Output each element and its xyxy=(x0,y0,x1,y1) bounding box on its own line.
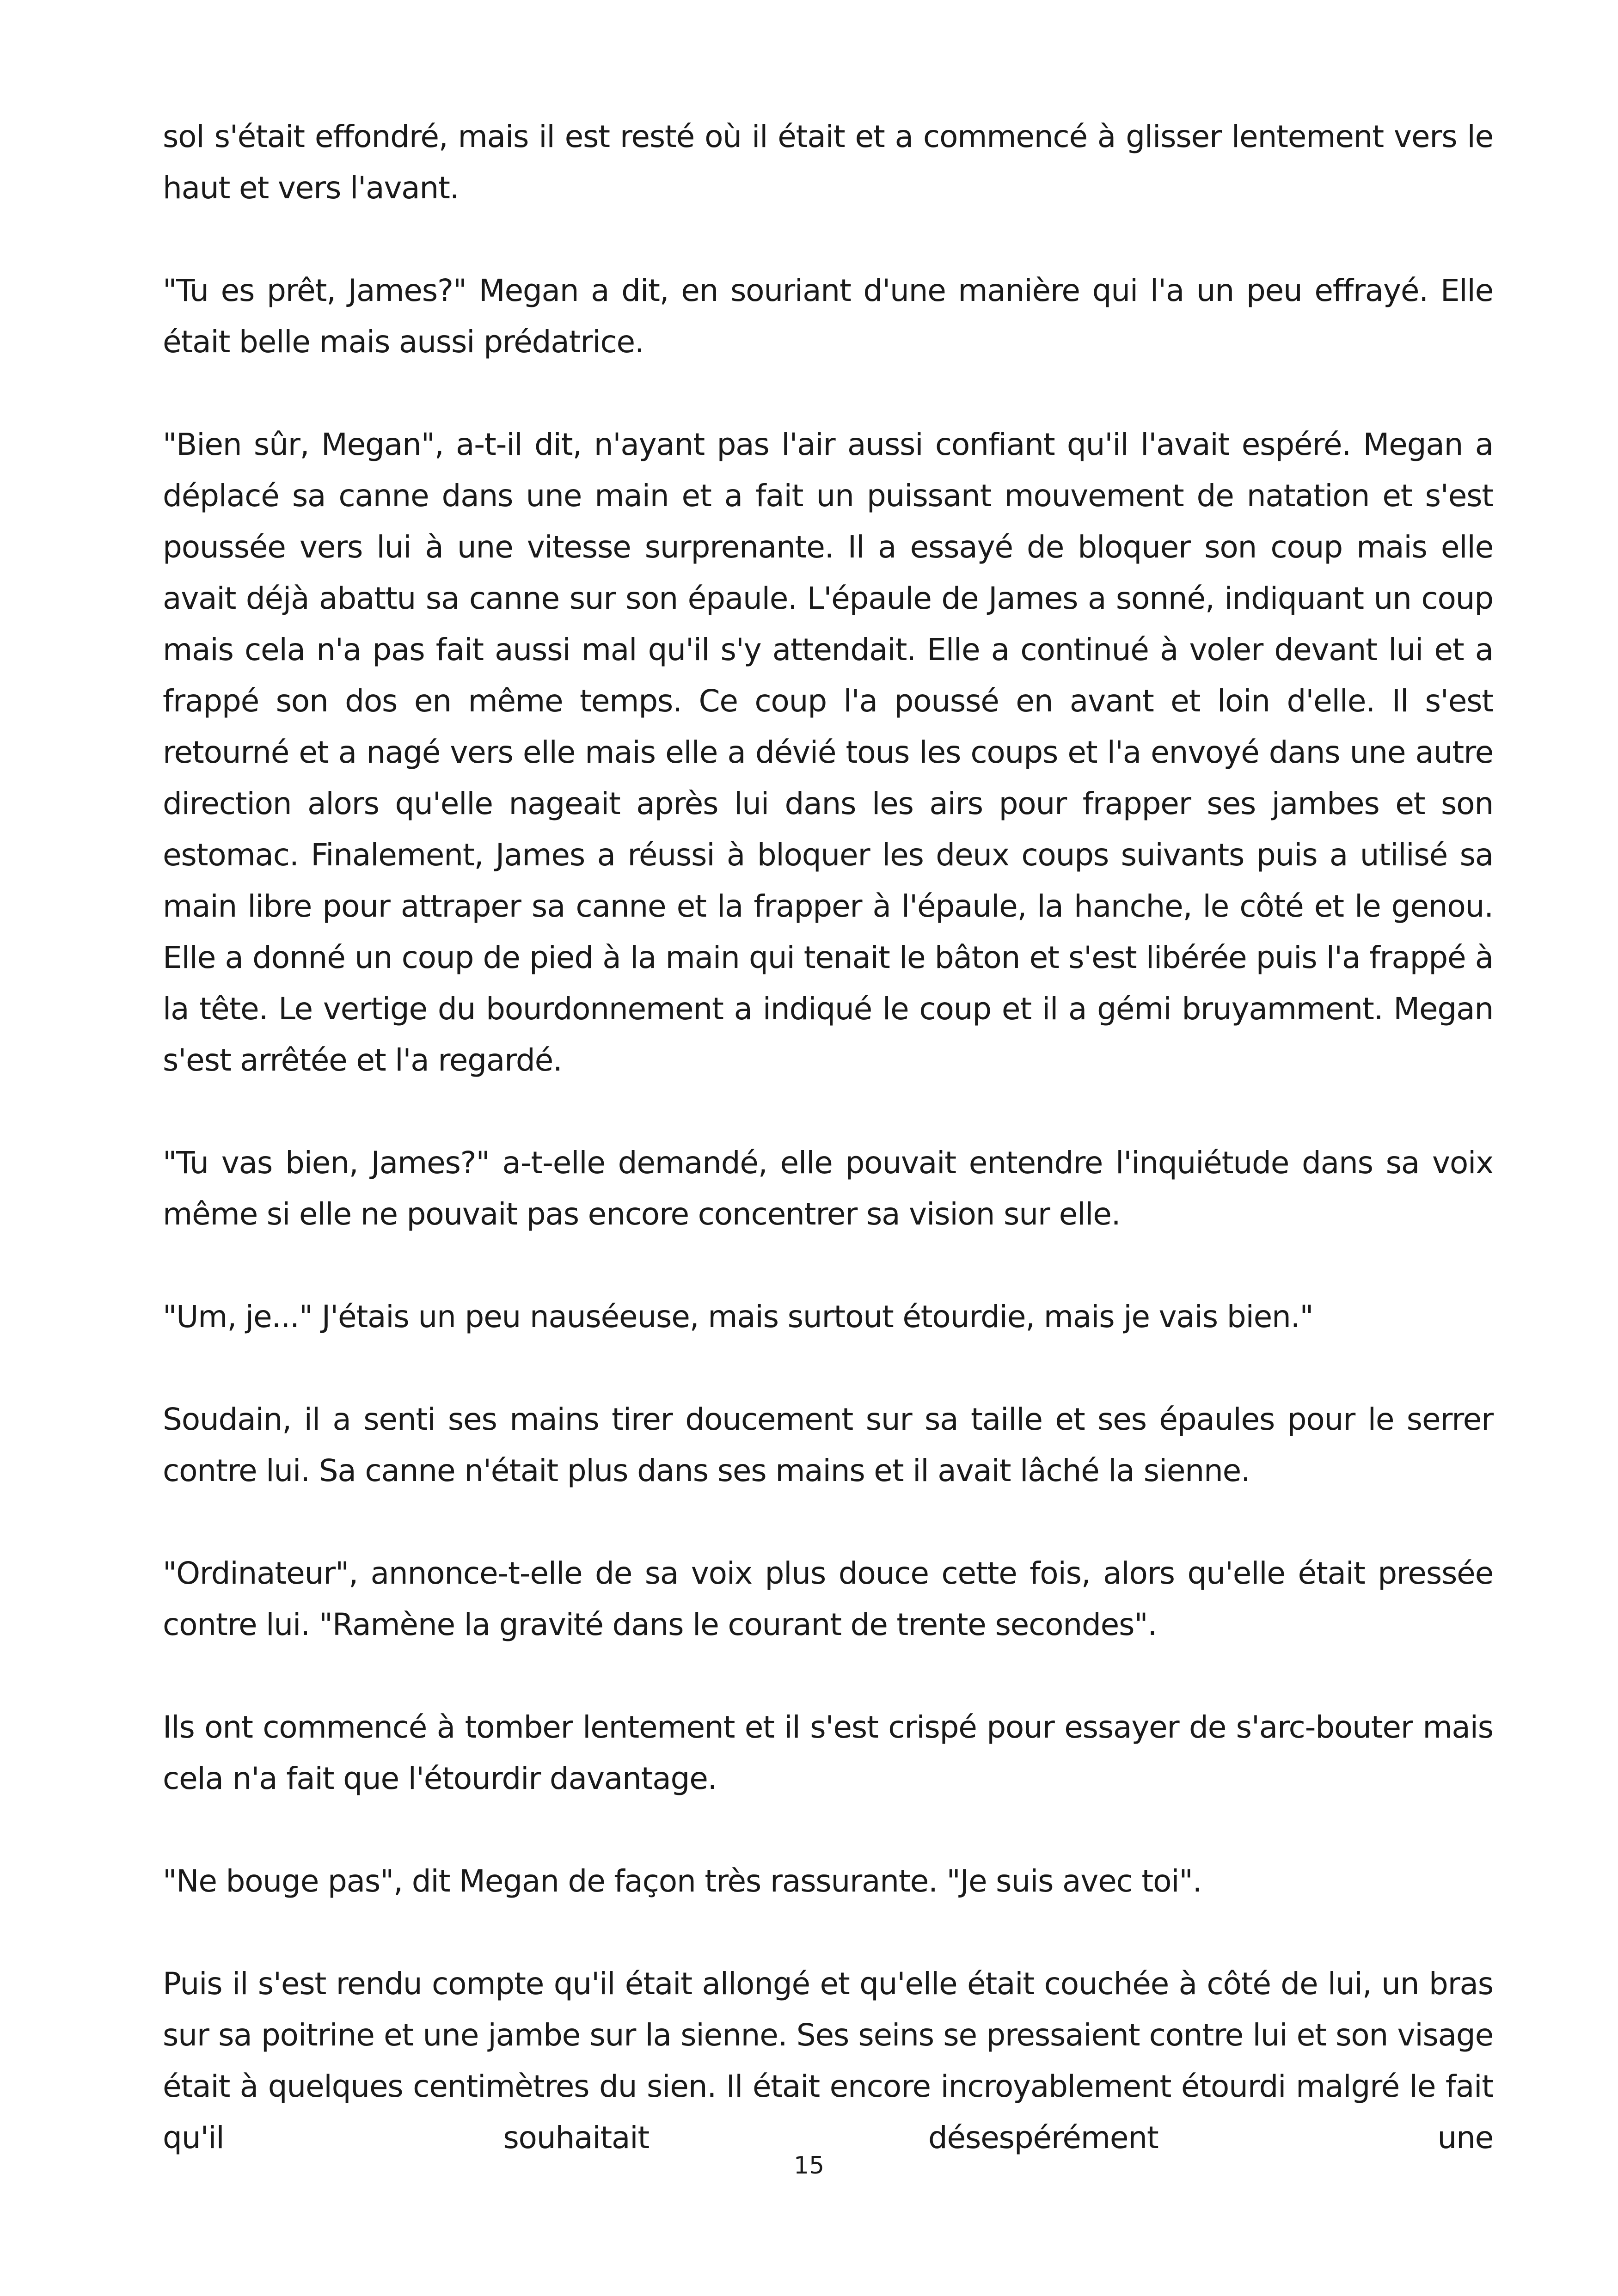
page-number: 15 xyxy=(793,2152,825,2180)
body-text xyxy=(163,111,1493,2163)
paragraph: "Tu es prêt, James?" Megan a dit, en souriant d'une manière qui l'a un peu effrayé. Elle était belle mais aussi prédatrice. xyxy=(163,273,1493,360)
paragraph: "Ordinateur", annonce-t-elle de sa voix plus douce cette fois, alors qu'elle était pressée contre lui. "Ramène la gravité dans le courant de trente secondes". xyxy=(163,1555,1493,1642)
paragraph: "Ne bouge pas", dit Megan de façon très rassurante. "Je suis avec toi". xyxy=(163,1863,1202,1899)
paragraph: "Tu vas bien, James?" a-t-elle demandé, elle pouvait entendre l'inquiétude dans sa voix même si elle ne pouvait pas encore concentrer sa vision sur elle. xyxy=(163,1145,1493,1232)
paragraph: sol s'était effondré, mais il est resté où il était et a commencé à glisser lentement vers le haut et vers l'avant. xyxy=(163,119,1493,206)
paragraph: Soudain, il a senti ses mains tirer doucement sur sa taille et ses épaules pour le serrer contre lui. Sa canne n'était plus dans ses mains et il avait lâché la sienne. xyxy=(163,1402,1493,1488)
paragraph: Puis il s'est rendu compte qu'il était allongé et qu'elle était couchée à côté de lui, un bras sur sa poitrine et une jambe sur la sienne. Ses seins se pressaient contre lui et son visage était à quelques centimètres du sien. Il était encore incroyablement étourdi malgré le fait qu'il souhaitait désespérément une xyxy=(163,1966,1493,2155)
paragraph: "Bien sûr, Megan", a-t-il dit, n'ayant pas l'air aussi confiant qu'il l'avait espéré. Megan a déplacé sa canne dans une main et a fait un puissant mouvement de natation et s'est poussée vers lui à une vitesse surprenante. Il a essayé de bloquer son coup mais elle avait déjà abattu sa canne sur son épaule. L'épaule de James a sonné, indiquant un coup mais cela n'a pas fait aussi mal qu'il s'y attendait. Elle a continué à voler devant lui et a frappé son dos en même temps. Ce coup l'a poussé en avant et loin d'elle. Il s'est retourné et a nagé vers elle mais elle a dévié tous les coups et l'a envoyé dans une autre direction alors qu'elle nageait après lui dans les airs pour frapper ses jambes et son estomac. Finalement, James a réussi à bloquer les deux coups suivants puis a utilisé sa main libre pour attraper sa canne et la frapper à l'épaule, la hanche, le côté et le genou. Elle a donné un coup de pied à la main qui tenait le bâton et s'est libérée puis l'a frappé à la tête. Le vertige du bourdonnement a indiqué le coup et il a gémi bruyamment. Megan s'est arrêtée et l'a regardé. xyxy=(163,427,1493,1078)
paragraph: "Um, je..." J'étais un peu nauséeuse, mais surtout étourdie, mais je vais bien." xyxy=(163,1299,1313,1335)
paragraph: Ils ont commencé à tomber lentement et il s'est crispé pour essayer de s'arc-bouter mais cela n'a fait que l'étourdir davantage. xyxy=(163,1709,1493,1796)
